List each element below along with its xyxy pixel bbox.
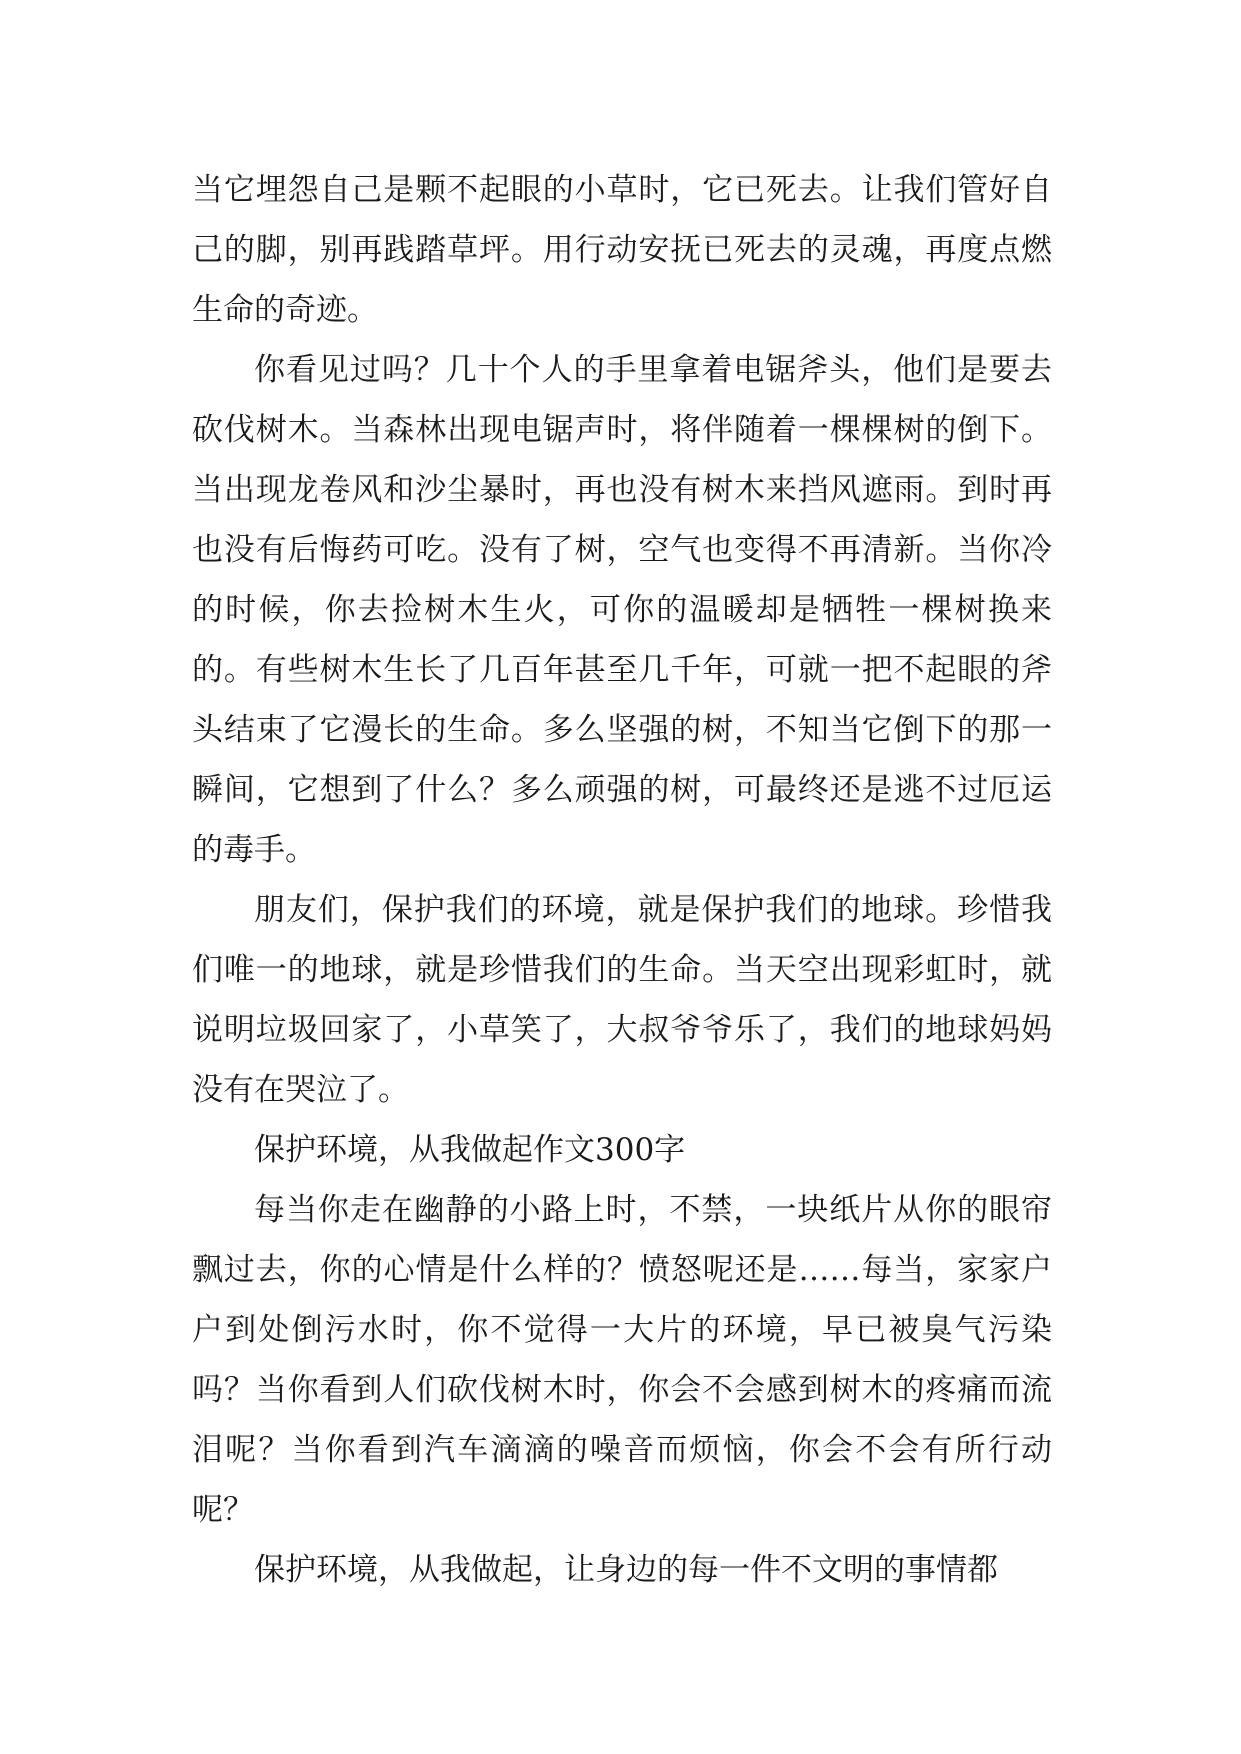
paragraph-2: 你看见过吗？几十个人的手里拿着电锯斧头，他们是要去砍伐树木。当森林出现电锯声时，将伴随着一棵棵树的倒下。当出现龙卷风和沙尘暴时，再也没有树木来挡风遮雨。到时再也没有后悔药可吃。没有了树，空气也变得不再清新。当你冷的时候，你去捡树木生火，可你的温暖却是牺牲一棵树换来的。有些树木生长了几百年甚至几千年，可就一把不起眼的斧头结束了它漫长的生命。多么坚强的树，不知当它倒下的那一瞬间，它想到了什么？多么顽强的树，可最终还是逃不过厄运的毒手。 (192, 352, 1052, 868)
paragraph-3: 朋友们，保护我们的环境，就是保护我们的地球。珍惜我们唯一的地球，就是珍惜我们的生命。当天空出现彩虹时，就说明垃圾回家了，小草笑了，大叔爷爷乐了，我们的地球妈妈没有在哭泣了。 (192, 892, 1052, 1108)
document-page (192, 160, 1052, 1600)
paragraph-5: 保护环境，从我做起，让身边的每一件不文明的事情都 (254, 1552, 998, 1588)
section-heading: 保护环境，从我做起作文300字 (254, 1132, 686, 1168)
paragraph-4: 每当你走在幽静的小路上时，不禁，一块纸片从你的眼帘飘过去，你的心情是什么样的？愤怒呢还是……每当，家家户户到处倒污水时，你不觉得一大片的环境，早已被臭气污染吗？当你看到人们砍伐树木时，你会不会感到树木的疼痛而流泪呢？当你看到汽车滴滴的噪音而烦恼，你会不会有所行动呢？ (192, 1192, 1052, 1528)
paragraph-1: 当它埋怨自己是颗不起眼的小草时，它已死去。让我们管好自己的脚，别再践踏草坪。用行动安抚已死去的灵魂，再度点燃生命的奇迹。 (192, 172, 1052, 328)
